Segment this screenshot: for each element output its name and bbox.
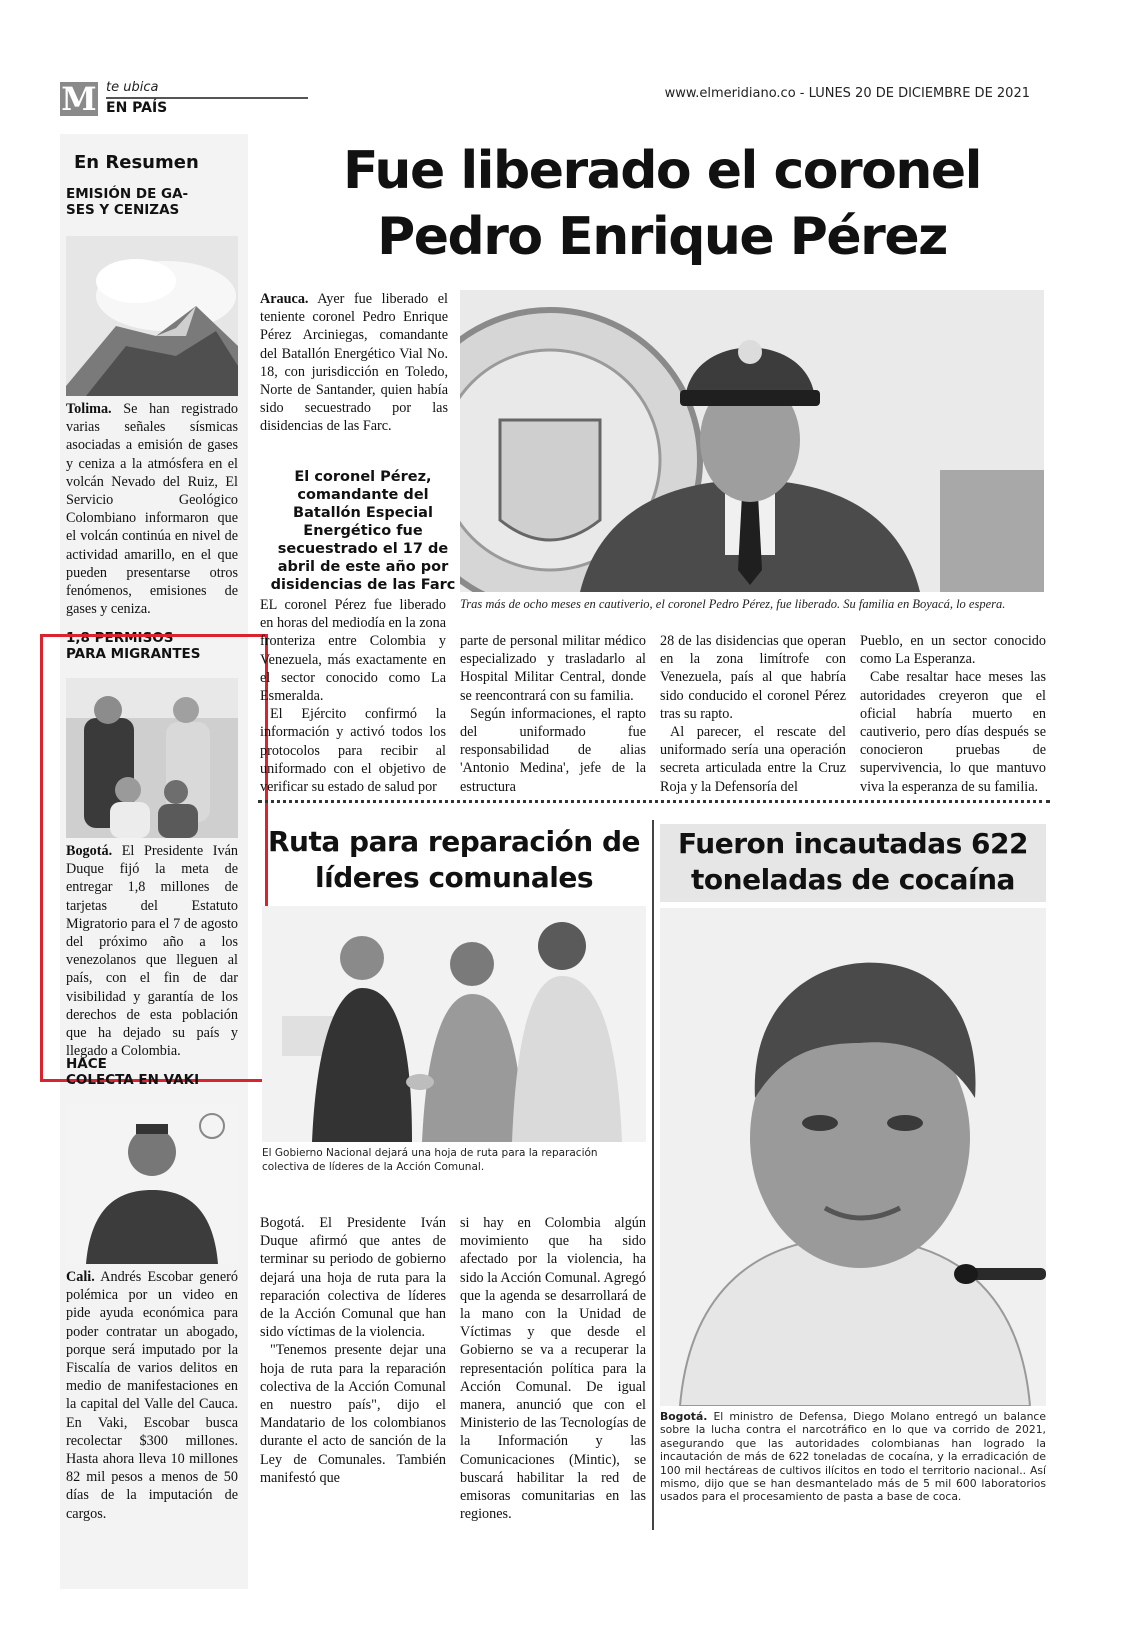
- caption-text: El ministro de Defensa, Diego Molano entregó un balance sobre la lucha contra el narcotráfico en lo que va corrido de 2021, asegurando que las autoridades colombianas han logrado la incautación de más de 622 toneladas de cocaína, y la erradicación de 100 mil hectáreas de cultivos ilícitos en todo el territorio nacional.. Así mismo, dijo que se han desmantelado más de 5 mil 600 laboratorios usados para el procesamiento de pasta a base de coca.: [660, 1410, 1046, 1504]
- paragraph: Cabe resaltar hace meses las autoridades creyeron que el oficial habría muerto en cautiverio, pero días después se conocieron pruebas de supervivencia, lo que mantuvo viva la esperanza de su familia.: [860, 669, 1046, 795]
- header-rule: [106, 97, 308, 99]
- main-story-column: [660, 632, 846, 796]
- dateline: Cali.: [66, 1269, 95, 1285]
- paragraph: Bogotá. El Presidente Iván Duque afirmó que antes de terminar su periodo de gobierno dejará una hoja de ruta para la reparación colectiva de líderes de la Acción Comunal que han sido víctimas de la violencia.: [260, 1215, 446, 1341]
- sidebar-item-text: Se han registrado varias señales sísmicas asociadas a emisión de gases y ceniza a la atmósfera en el volcán Nevado del Ruiz, El Servicio Geológico Colombiano informaron que el volcán continúa en nivel de actividad amarillo, en el que pueden presentarse otros fenómenos, emisiones de gases y ceniza.: [66, 401, 239, 618]
- duque-handshake-photo: [262, 906, 646, 1142]
- paragraph: Al parecer, el rescate del uniformado sería una operación secreta articulada entre la Cruz Roja y la Defensoría del: [660, 724, 846, 795]
- main-story-column: [260, 596, 446, 796]
- main-story-column: [460, 632, 646, 796]
- andres-escobar-photo: [66, 1104, 238, 1264]
- paragraph: Pueblo, en un sector conocido como La Esperanza.: [860, 633, 1046, 668]
- section-name: EN PAÍS: [106, 100, 168, 116]
- minister-molano-photo: [660, 908, 1046, 1406]
- sidebar-item-title: EMISIÓN DE GA- SES Y CENIZAS: [66, 186, 189, 218]
- dateline: Tolima.: [66, 401, 112, 417]
- dateline: Arauca.: [260, 291, 309, 307]
- dateline: Bogotá.: [660, 1410, 708, 1423]
- main-story-column: [860, 632, 1046, 796]
- story-two-column: [460, 1214, 646, 1523]
- intro-text: Ayer fue liberado el teniente coronel Pedro Enrique Pérez Arciniegas, comandante del Batallón Energético Vial No. 18, con jurisdicción en Toledo, Norte de Santander, quien había sido secuestrado por las disidencias de las Farc.: [260, 291, 448, 435]
- volcano-photo: [66, 236, 238, 396]
- sidebar-item-body: [66, 1268, 238, 1523]
- pull-quote: El coronel Pérez, comandante del Batallón Especial Energético fue secuestrado el 17 de abril de este año por disidencias de las Farc: [270, 469, 456, 593]
- paragraph: 28 de las disidencias que operan en la zona limítrofe con Venezuela, país al que habría sido conducido el coronel Pérez tras su rapto.: [660, 633, 846, 722]
- story-three-headline: Fueron incautadas 622 toneladas de cocaína: [660, 824, 1046, 902]
- highlight-box: [40, 634, 268, 1082]
- main-story-intro: [260, 290, 448, 436]
- summary-label: En Resumen: [74, 152, 199, 173]
- column-divider: [652, 820, 654, 1530]
- story-two-headline: Ruta para reparación de líderes comunales: [268, 825, 640, 894]
- section-tagline: te ubica: [106, 80, 159, 95]
- sidebar-item-body: [66, 400, 238, 618]
- paragraph: EL coronel Pérez fue liberado en horas del mediodía en la zona fronteriza entre Colombia y Venezuela, más exactamente en el sector conocido como La Esmeralda.: [260, 597, 446, 705]
- paragraph: si hay en Colombia algún movimiento que ha sido afectado por la violencia, ha sido la Acción Comunal. Agregó que la agenda se desarrollará de la mano con la Unidad de Víctimas y que desde el Gobierno se va a recuperar la representación política para la Acción Comunal. De igual manera, anunció que con el Ministerio de las Tecnologías de la Información y las Comunicaciones (Mintic), se buscará habilitar la red de emisoras comunitarias en las regiones.: [460, 1215, 646, 1523]
- paragraph: Según informaciones, el rapto del uniformado fue responsabilidad de alias 'Antonio Medina', jefe de la estructura: [460, 705, 646, 795]
- site-and-date: www.elmeridiano.co - LUNES 20 DE DICIEMBRE DE 2021: [664, 86, 1030, 101]
- main-headline: Fue liberado el coronel Pedro Enrique Pérez: [343, 141, 981, 267]
- dateline: Bogotá.: [66, 843, 113, 859]
- sidebar-item-text: El Presidente Iván Duque fijó la meta de entregar 1,8 millones de tarjetas del Estatuto Migratorio para el 7 de agosto del próximo año a los venezolanos que lleguen al país, con el fin de dar visibilidad y garantía de los derechos de esta población que ha dejado su país y llegado a Colombia.: [66, 843, 238, 1060]
- main-photo-caption: Tras más de ocho meses en cautiverio, el coronel Pedro Pérez, fue liberado. Su familia en Boyacá, lo espera.: [460, 597, 1006, 611]
- story-two-column: [260, 1214, 446, 1487]
- sidebar-item-text: Andrés Escobar generó polémica por un video en pide ayuda económica para poder contratar un abogado, porque será imputado por la Fiscalía de varios delitos en medio de manifestaciones en la capital del Valle del Cauca. En Vaki, Escobar busca recolectar $300 millones. Hasta ahora lleva 10 millones 82 mil pesos a menos de 50 días de la imputación de cargos.: [66, 1269, 238, 1522]
- sidebar-item-title: HACE COLECTA EN VAKI: [66, 1056, 200, 1088]
- paragraph: El Ejército confirmó la información y activó todos los protocolos para recibir al uniformado con el objetivo de verificar su estado de salud por: [260, 706, 446, 796]
- colonel-perez-photo: [460, 290, 1044, 592]
- story-two-photo-caption: El Gobierno Nacional dejará una hoja de ruta para la reparación colectiva de líderes de la Acción Comunal.: [262, 1147, 598, 1173]
- newspaper-logo: M: [61, 80, 97, 118]
- paragraph: "Tenemos presente dejar una hoja de ruta para la reparación colectiva de la Acción Comunal en nuestro país", dijo el Mandatario de los colombianos durante el acto de sanción de la Ley de Comunales. También manifestó que: [260, 1342, 446, 1486]
- section-divider: [258, 800, 1050, 803]
- story-three-caption: [660, 1410, 1046, 1504]
- paragraph: parte de personal militar médico especializado y trasladarlo al Hospital Militar Central, donde se reencontrará con su familia.: [460, 633, 646, 704]
- sidebar-item-title: 1,8 PERMISOS PARA MIGRANTES: [66, 630, 201, 662]
